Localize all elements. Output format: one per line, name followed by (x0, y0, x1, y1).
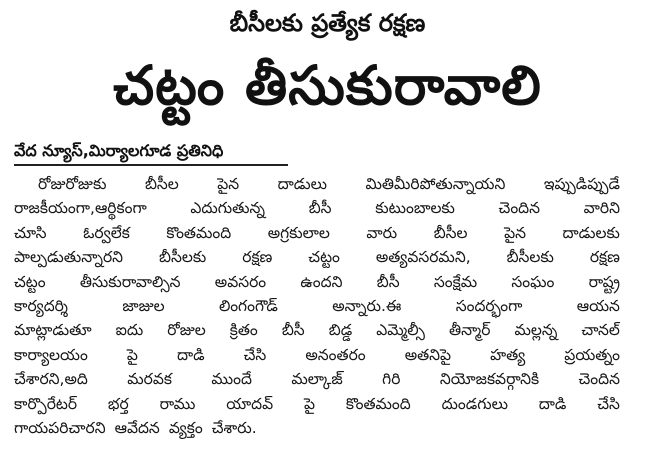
article-body-line: మాట్లాడుతూ ఐదు రోజుల క్రితం బీసీ బిడ్డ ఎమ్మెల్సీ తీన్మార్ మల్లన్న చానల్ (14, 321, 620, 340)
article-kicker: బీసీలకు ప్రత్యేక రక్షణ (229, 9, 426, 37)
article-body-line: కార్యాలయం పై దాడి చేసి అనంతరం అతనిపై హత్య ప్రయత్నం (14, 345, 620, 364)
article-body-line: పాల్పడుతున్నారని బీసీలకు రక్షణ చట్టం అత్యవసరమని, బీసీలకు రక్షణ (14, 248, 620, 267)
article-body-line: రోజురోజుకు బీసీల పైన దాడులు మితిమీరిపోతున్నాయని ఇప్పుడిప్పుడే (38, 175, 620, 193)
article-body-line: రాజకీయంగా,ఆర్థికంగా ఎదుగుతున్న బీసీ కుటుంబాలకు చెందిన వారిని (14, 199, 620, 218)
article-body-line: కార్యదర్శి జాజుల లింగంగౌడ్ అన్నారు.ఈ సందర్భంగా ఆయన (14, 296, 620, 315)
article-body-line: చట్టం తీసుకురావాల్సిన అవసరం ఉందని బీసీ సంక్షేమ సంఘం రాష్ట్ర (14, 272, 620, 291)
article-headline: చట్టం తీసుకురావాలి (113, 54, 542, 117)
article-body-line: చూసి ఓర్వలేక కొంతమంది అగ్రకులాల వారు బీసీల పైన దాడులకు (14, 223, 620, 242)
byline-underline (14, 164, 288, 166)
article-byline: వేద న్యూస్,మిర్యాలగూడ ప్రతినిధి (14, 141, 224, 160)
article-body (14, 172, 620, 462)
article-body-line: కార్పొరేటర్ భర్త రాము యాదవ్ పై కొంతమంది దుండగులు దాడి చేసి (14, 394, 620, 413)
article-body-line: గాయపరిచారని ఆవేదన వ్యక్తం చేశారు. (14, 418, 257, 437)
article-body-line: చేశారని,అది మరవక ముందే మల్కాజ్ గిరి నియోజకవర్గానికి చెందిన (14, 370, 620, 389)
